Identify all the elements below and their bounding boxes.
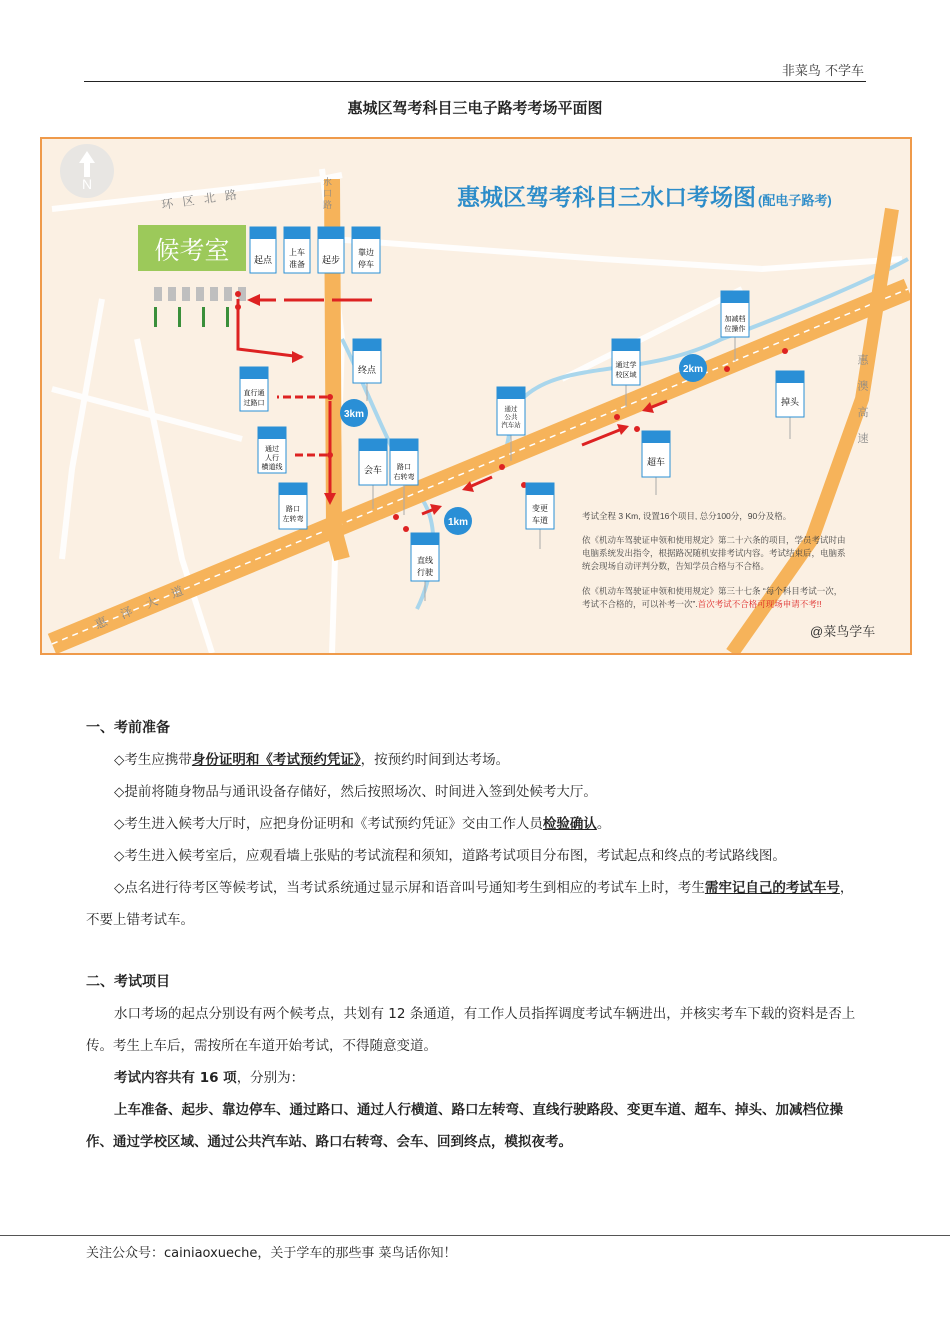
svg-text:停车: 停车 (358, 260, 374, 269)
km-marker-2 (679, 354, 707, 382)
svg-text:2km: 2km (682, 364, 704, 375)
map-info (582, 511, 846, 610)
sign-left-turn (279, 483, 307, 529)
svg-text:人行: 人行 (265, 455, 279, 462)
road-label-right: 惠 澳 高 速 (856, 354, 868, 450)
map-info-1: 考试全程 3 Km, 设置16个项目, 总分100分，90分及格。 (582, 511, 792, 521)
prep-item-3: ◇考生进入候考大厅时，应把身份证明和《考试预约凭证》交由工作人员检验确认。 (114, 816, 611, 832)
svg-text:横道线: 横道线 (261, 464, 283, 471)
sign-park (352, 227, 380, 273)
svg-text:行驶: 行驶 (417, 568, 433, 577)
svg-text:右转弯: 右转弯 (393, 474, 415, 481)
svg-text:公共: 公共 (504, 414, 518, 421)
sign-overtake (642, 431, 670, 495)
km-marker-1 (444, 507, 472, 535)
map-credit: @菜鸟学车 (810, 624, 876, 639)
svg-text:1km: 1km (447, 517, 469, 528)
header-tagline: 非菜鸟 不学车 (781, 64, 864, 79)
section-heading-1: 一、考前准备 (86, 720, 170, 736)
sign-start (250, 227, 276, 273)
road-label-left: 水 口 路 (322, 177, 332, 210)
exam-items-list: 上车准备、起步、靠边停车、通过路口、通过人行横道、路口左转弯、直线行驶路段、变更车道、超车、掉头、加减档位操作、通过学校区域、通过公共汽车站、路口右转弯、会车、回到终点，模拟夜考。 (86, 1102, 843, 1150)
svg-text:直线: 直线 (417, 556, 433, 565)
svg-text:电脑系统发出指令，根据路况随机安排考试内容。考试结束后，电脑: 电脑系统发出指令，根据路况随机安排考试内容。考试结束后，电脑系 (582, 548, 846, 558)
svg-text:通过: 通过 (504, 406, 518, 413)
svg-text:依《机动车驾驶证申领和使用规定》第三十七条 “每个科目考试一: 依《机动车驾驶证申领和使用规定》第三十七条 “每个科目考试一次， (582, 586, 843, 596)
svg-text:位操作: 位操作 (724, 326, 746, 333)
km-marker-3 (340, 399, 368, 427)
sign-prepare (284, 227, 310, 273)
svg-text:通过: 通过 (265, 446, 279, 453)
svg-text:超车: 超车 (646, 457, 666, 467)
svg-text:起步: 起步 (321, 255, 341, 265)
header-rule (84, 81, 866, 82)
north-arrow (60, 144, 114, 198)
footer-text: 关注公众号：cainiaoxueche，关于学车的那些事 菜鸟话你知！ (86, 1246, 457, 1261)
svg-text:靠边: 靠边 (358, 248, 374, 257)
parking-lanes (154, 287, 246, 327)
svg-text:左转弯: 左转弯 (282, 516, 304, 523)
sign-straight (411, 533, 439, 601)
section-exam-items (86, 966, 866, 1158)
svg-text:终点: 终点 (357, 365, 377, 375)
svg-text:会车: 会车 (363, 465, 383, 475)
map-title: 惠城区驾考科目三水口考场图 (配电子路考) (457, 184, 832, 210)
sign-intersection (240, 367, 268, 411)
prep-item-1: ◇考生应携带身份证明和《考试预约凭证》，按预约时间到达考场。 (114, 752, 510, 768)
document-title: 惠城区驾考科目三电子路考考场平面图 (347, 99, 603, 117)
sign-go (318, 227, 344, 273)
svg-text:直行通: 直行通 (243, 390, 265, 397)
section-preparation (86, 712, 866, 936)
svg-text:车道: 车道 (532, 516, 548, 525)
sign-uturn (776, 371, 804, 439)
exam-intro-paragraph: 水口考场的起点分别设有两个候考点，共划有 12 条通道，有工作人员指挥调度考试车辆进出，并核实考车下载的资料是否上传。考生上车后，需按所在车道开始考试，不得随意变道。 (86, 1006, 856, 1054)
road-label-top: 环 区 北 路 (160, 187, 241, 212)
exam-route-map (40, 137, 912, 655)
svg-text:路口: 路口 (286, 506, 300, 513)
sign-crosswalk (258, 427, 286, 473)
svg-text:考试不合格的，可以补考一次”.首次考试不合格可现场申请不考!: 考试不合格的，可以补考一次”.首次考试不合格可现场申请不考!! (582, 599, 822, 609)
svg-text:加减档: 加减档 (724, 316, 746, 323)
svg-text:准备: 准备 (289, 260, 305, 269)
prep-item-2: ◇提前将随身物品与通讯设备存储好，然后按照场次、时间进入签到处候考大厅。 (114, 784, 597, 800)
sign-lane (526, 483, 554, 549)
svg-text:掉头: 掉头 (780, 397, 800, 407)
prep-item-5: ◇点名进行待考区等候考试，当考试系统通过显示屏和语音叫号通知考生到相应的考试车上时，考生需牢记自己的考试车号，不要上错考试车。 (86, 880, 854, 928)
svg-text:汽车站: 汽车站 (501, 422, 521, 429)
svg-text:路口: 路口 (397, 464, 411, 471)
svg-text:变更: 变更 (532, 504, 548, 513)
svg-text:校区域: 校区域 (615, 372, 637, 379)
svg-text:候考室: 候考室 (154, 237, 230, 265)
waiting-room (138, 225, 246, 271)
road-label-bottom: 惠 泽 大 道 (92, 581, 191, 632)
svg-text:通过学: 通过学 (615, 362, 637, 369)
footer-rule (0, 1235, 950, 1236)
svg-text:3km: 3km (343, 409, 365, 420)
svg-text:上车: 上车 (289, 248, 305, 257)
sign-end (353, 339, 381, 401)
prep-item-4: ◇考生进入候考室后，应观看墙上张贴的考试流程和须知，道路考试项目分布图，考试起点和终点的考试路线图。 (114, 848, 786, 864)
section-heading-2: 二、考试项目 (86, 974, 170, 990)
north-label: N (81, 176, 93, 192)
svg-text:依《机动车驾驶证申领和使用规定》第二十六条的项目，学员考试时: 依《机动车驾驶证申领和使用规定》第二十六条的项目，学员考试时由 (582, 535, 846, 545)
svg-text:统会现场自动评判分数，告知学员合格与不合格。: 统会现场自动评判分数，告知学员合格与不合格。 (582, 561, 770, 571)
svg-text:过路口: 过路口 (243, 400, 265, 407)
svg-text:起点: 起点 (253, 255, 273, 265)
exam-count: 考试内容共有 16 项，分别为： (114, 1070, 305, 1086)
